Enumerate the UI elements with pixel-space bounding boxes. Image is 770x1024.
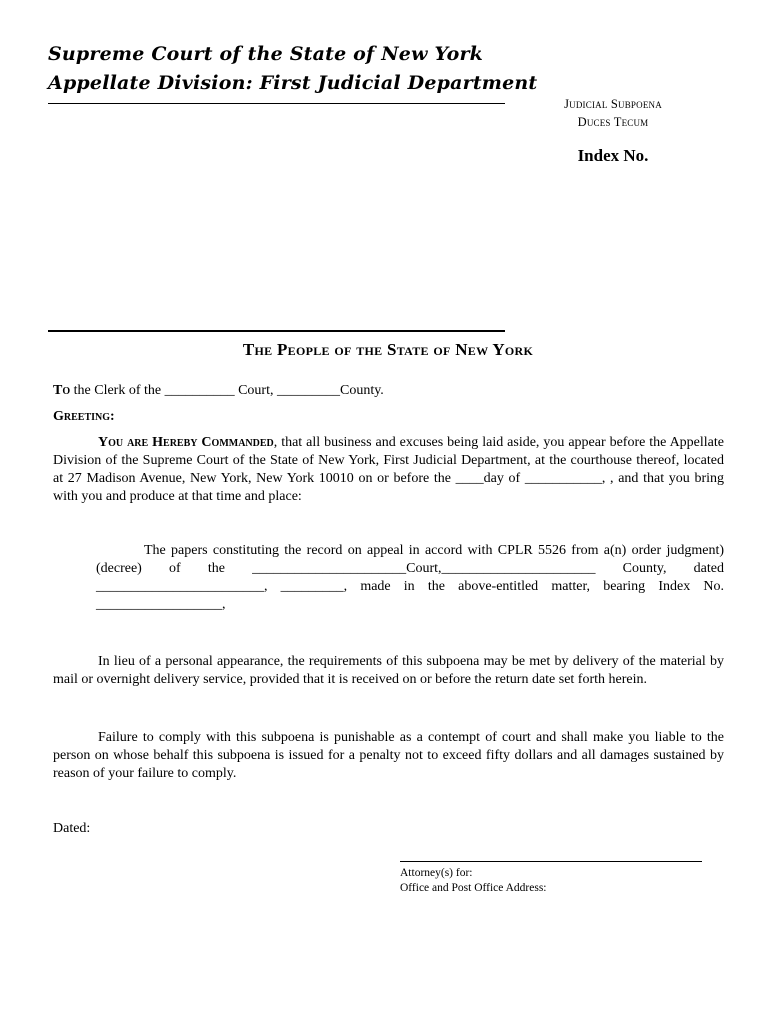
to-lead: To bbox=[53, 383, 71, 398]
command-paragraph bbox=[53, 434, 724, 506]
to-text: the Clerk of the __________ Court, _________County. bbox=[70, 383, 384, 398]
dated-label: Dated: bbox=[53, 821, 91, 836]
command-text: , that all business and excuses being laid aside, you appear before the Appellate Division of the Supreme Court of the State of New York, First Judicial Department, at the courthouse thereof, located at 27 Madison Avenue, New York, New York 10010 on or before the ____day of ___________, , and that you bring with you and produce at that time and place: bbox=[53, 435, 724, 504]
case-caption: The People of the State of New York bbox=[242, 340, 534, 359]
signature-line bbox=[400, 861, 702, 862]
office-address-label: Office and Post Office Address: bbox=[400, 882, 547, 894]
court-title bbox=[48, 40, 537, 98]
signature-block bbox=[400, 866, 547, 896]
document-type-line2: Duces Tecum bbox=[577, 115, 649, 129]
document-type-line1: Judicial Subpoena bbox=[564, 97, 662, 111]
papers-paragraph: The papers constituting the record on appeal in accord with CPLR 5526 from a(n) order judgment) (decree) of the ______________________Court,______________________ County, dated ________________________, _________, made in the above-entitled matter, bearing Index No. __________________, bbox=[96, 543, 724, 612]
to-line bbox=[53, 382, 733, 400]
greeting: Greeting: bbox=[53, 409, 115, 424]
document-type bbox=[528, 95, 698, 131]
court-title-line1: Supreme Court of the State of New York bbox=[48, 43, 484, 65]
lieu-paragraph: In lieu of a personal appearance, the requirements of this subpoena may be met by delivery of the material by mail or overnight delivery service, provided that it is received on or before the return date set forth herein. bbox=[53, 654, 724, 687]
index-number-label: Index No. bbox=[577, 146, 649, 165]
command-lead: You are Hereby Commanded bbox=[98, 435, 274, 450]
court-title-line2: Appellate Division: First Judicial Department bbox=[48, 72, 538, 94]
header-rule bbox=[48, 103, 505, 104]
attorney-for-label: Attorney(s) for: bbox=[400, 867, 473, 879]
failure-paragraph: Failure to comply with this subpoena is punishable as a contempt of court and shall make you liable to the person on whose behalf this subpoena is issued for a penalty not to exceed fifty dollars and all damages sustained by reason of your failure to comply. bbox=[53, 730, 724, 781]
caption-rule bbox=[48, 330, 505, 332]
